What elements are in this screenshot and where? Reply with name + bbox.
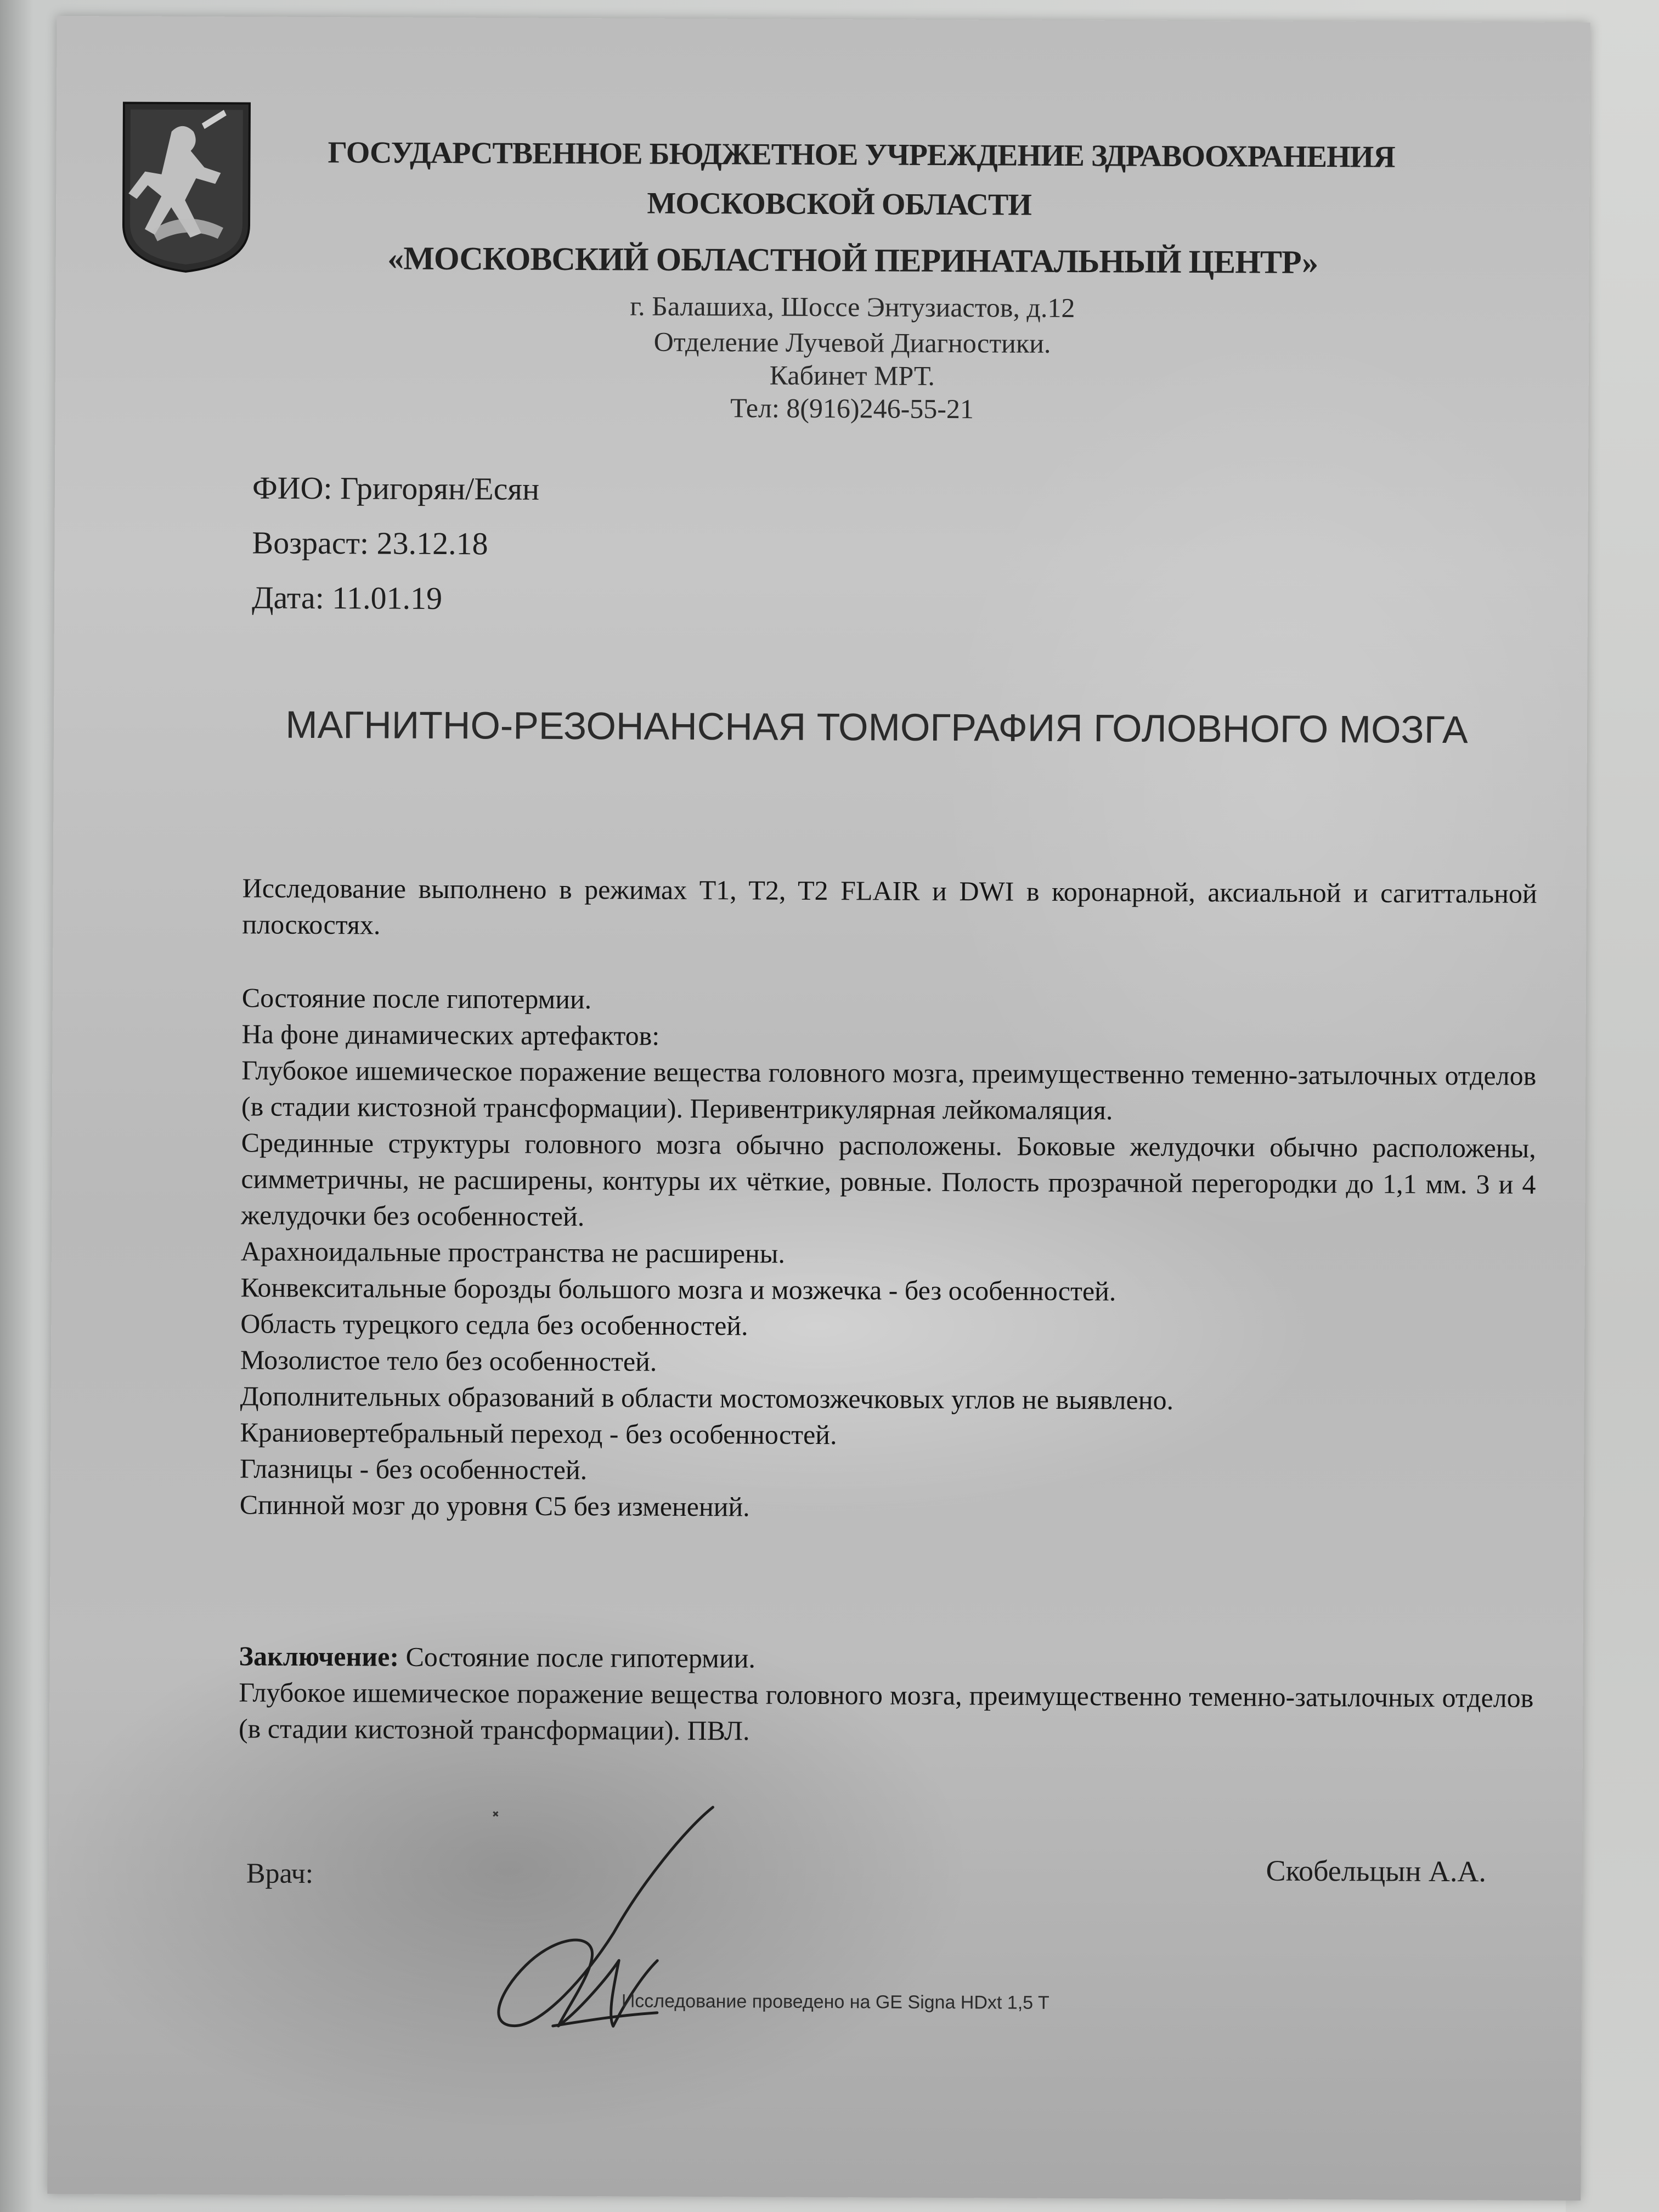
org-name-line-1: ГОСУДАРСТВЕННОЕ БЮДЖЕТНОЕ УЧРЕЖДЕНИЕ ЗДРАВООХРАНЕНИЯ bbox=[328, 136, 1395, 174]
finding-line: Мозолистое тело без особенностей. bbox=[240, 1344, 657, 1377]
finding-line: Арахноидальные пространства не расширены. bbox=[240, 1235, 786, 1269]
department: Отделение Лучевой Диагностики. bbox=[653, 326, 1051, 359]
doctor-name: Скобельцын А.А. bbox=[1266, 1854, 1487, 1888]
org-name-line-2: МОСКОВСКОЙ ОБЛАСТИ bbox=[647, 186, 1031, 222]
findings-section bbox=[240, 979, 1537, 1528]
finding-line: Спинной мозг до уровня C5 без изменений. bbox=[239, 1489, 750, 1522]
finding-line: На фоне динамических артефактов: bbox=[241, 1018, 660, 1051]
finding-line: Глубокое ишемическое поражение вещества головного мозга, преимущественно теменно-затылочных отделов (в стадии кистозной трансформации). Перивентрикулярная лейкомаляция. bbox=[241, 1054, 1537, 1126]
conclusion-text-2: Глубокое ишемическое поражение вещества головного мозга, преимущественно теменно-затылочных отделов (в стадии кистозной трансформации). ПВЛ. bbox=[238, 1677, 1534, 1746]
finding-line: Дополнительных образований в области мостомозжечковых углов не выявлено. bbox=[240, 1380, 1174, 1415]
equipment-note: Исследование проведено на GE Signa HDxt 1,5 T bbox=[621, 1990, 1049, 2013]
org-name-line-3: «МОСКОВСКИЙ ОБЛАСТНОЙ ПЕРИНАТАЛЬНЫЙ ЦЕНТР» bbox=[387, 240, 1318, 280]
finding-line: Состояние после гипотермии. bbox=[241, 982, 592, 1015]
exam-protocol bbox=[242, 870, 1537, 947]
finding-line: Область турецкого седла без особенностей. bbox=[240, 1308, 748, 1341]
patient-age: Возраст: 23.12.18 bbox=[252, 524, 488, 562]
phone: Тел: 8(916)246-55-21 bbox=[730, 392, 974, 425]
document-content bbox=[47, 16, 1590, 2200]
conclusion-label: Заключение: bbox=[239, 1640, 399, 1672]
doctor-label: Врач: bbox=[246, 1858, 314, 1889]
document-title: МАГНИТНО-РЕЗОНАНСНАЯ ТОМОГРАФИЯ ГОЛОВНОГО МОЗГА bbox=[285, 703, 1468, 752]
conclusion-text-1: Состояние после гипотермии. bbox=[398, 1641, 756, 1674]
protocol-text: Исследование выполнено в режимах T1, T2, T2 FLAIR и DWI в коронарной, аксиальной и сагиттальной плоскостях. bbox=[242, 872, 1537, 940]
conclusion-first-line bbox=[239, 1638, 1533, 1679]
address: г. Балашиха, Шоссе Энтузиастов, д.12 bbox=[630, 290, 1075, 324]
exam-date: Дата: 11.01.19 bbox=[251, 579, 443, 616]
document-page bbox=[47, 16, 1590, 2200]
finding-line: Конвекситальные борозды большого мозга и мозжечка - без особенностей. bbox=[240, 1272, 1116, 1307]
room: Кабинет МРТ. bbox=[769, 359, 935, 391]
finding-line: Краниовертебральный переход - без особенностей. bbox=[240, 1417, 837, 1451]
patient-name: ФИО: Григорян/Есян bbox=[252, 470, 540, 507]
conclusion-section bbox=[239, 1638, 1534, 1752]
finding-line: Срединные структуры головного мозга обычно расположены. Боковые желудочки обычно расположены, симметричны, не расширены, контуры их чёткие, ровные. Полость прозрачной перегородки до 1,1 мм. 3 и 4 желудочки без особенностей. bbox=[241, 1127, 1536, 1232]
finding-line: Глазницы - без особенностей. bbox=[240, 1453, 588, 1486]
